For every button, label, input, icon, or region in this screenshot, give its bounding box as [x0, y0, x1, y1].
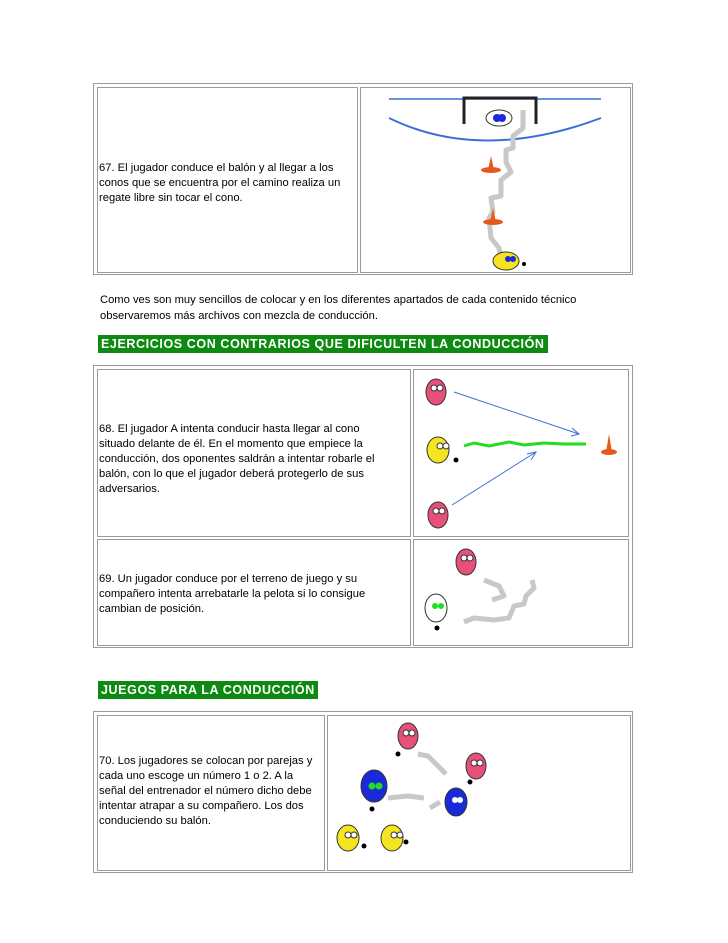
- player-blue-icon: [445, 788, 467, 816]
- dribble-path: [418, 754, 446, 774]
- opponent-pink-icon: [466, 753, 486, 779]
- ball-icon: [435, 626, 440, 631]
- ball-icon: [362, 844, 367, 849]
- exercise-67-table: [93, 83, 633, 275]
- opponent-pink-icon: [398, 723, 418, 749]
- chase-path: [484, 580, 504, 600]
- exercise-70-diagram: [328, 716, 632, 872]
- ball-icon: [454, 458, 459, 463]
- exercise-68-69-table: [93, 365, 633, 648]
- exercise-68-diagram: [414, 370, 630, 538]
- ball-icon: [396, 752, 401, 757]
- pass-arrow: [452, 452, 536, 505]
- player-yellow-icon: [427, 437, 449, 463]
- exercise-69-text: 69. Un jugador conduce por el terreno de juego y su compañero intenta arrebatarle la pelota si lo consigue cambian de posición.: [99, 573, 366, 615]
- opponent-pink-icon: [456, 549, 476, 575]
- goalkeeper-icon: [486, 110, 512, 126]
- exercise-67-text: 67. El jugador conduce el balón y al llegar a los conos que se encuentra por el camino realiza un regate libre sin tocar el cono.: [99, 162, 341, 204]
- exercise-67-text-cell: [97, 87, 358, 273]
- heading-opponents: EJERCICIOS CON CONTRARIOS QUE DIFICULTEN LA CONDUCCIÓN: [98, 335, 548, 353]
- exercise-70-table: [93, 711, 633, 873]
- exercise-67-diagram: [361, 88, 632, 274]
- dribble-path: [464, 442, 586, 446]
- opponent-pink-icon: [428, 502, 448, 528]
- dribble-path: [388, 796, 424, 798]
- exercise-68-text: 68. El jugador A intenta conducir hasta llegar al cono situado delante de él. En el momento que empiece la conducción, dos oponentes saldrán a intentar robarle el balón, con lo que el jugador deberá protegerlo de sus adversarios.: [99, 423, 375, 495]
- exercise-70-diagram-cell: [327, 715, 631, 871]
- ball-icon: [404, 840, 409, 845]
- ball-icon: [468, 780, 473, 785]
- player-yellow-icon: [337, 825, 359, 851]
- exercise-69-diagram: [414, 540, 630, 647]
- exercise-70-text-cell: [97, 715, 325, 871]
- cone-icon: [601, 434, 617, 455]
- dribble-path: [489, 110, 523, 258]
- heading-games: JUEGOS PARA LA CONDUCCIÓN: [98, 681, 318, 699]
- pass-arrow: [454, 392, 579, 434]
- exercise-68-text-cell: [97, 369, 411, 537]
- ball-icon: [522, 262, 526, 266]
- exercise-69-text-cell: [97, 539, 411, 646]
- exercise-67-diagram-cell: [360, 87, 631, 273]
- opponent-pink-icon: [426, 379, 446, 405]
- player-yellow-icon: [493, 252, 519, 270]
- ball-icon: [370, 807, 375, 812]
- player-blue-icon: [361, 770, 387, 802]
- player-yellow-icon: [381, 825, 403, 851]
- cone-icon: [483, 208, 503, 225]
- exercise-69-diagram-cell: [413, 539, 629, 646]
- intro-paragraph: Como ves son muy sencillos de colocar y en los diferentes apartados de cada contenido técnico observaremos más archivos con mezcla de conducción.: [100, 294, 577, 322]
- cone-icon: [481, 156, 501, 173]
- dribble-path: [430, 802, 440, 808]
- player-white-icon: [425, 594, 447, 622]
- exercise-68-diagram-cell: [413, 369, 629, 537]
- exercise-70-text: 70. Los jugadores se colocan por parejas y cada uno escoge un número 1 o 2. A la señal del entrenador el número dicho debe intentar atrapar a su compañero. Los dos conduciendo su balón.: [99, 755, 313, 827]
